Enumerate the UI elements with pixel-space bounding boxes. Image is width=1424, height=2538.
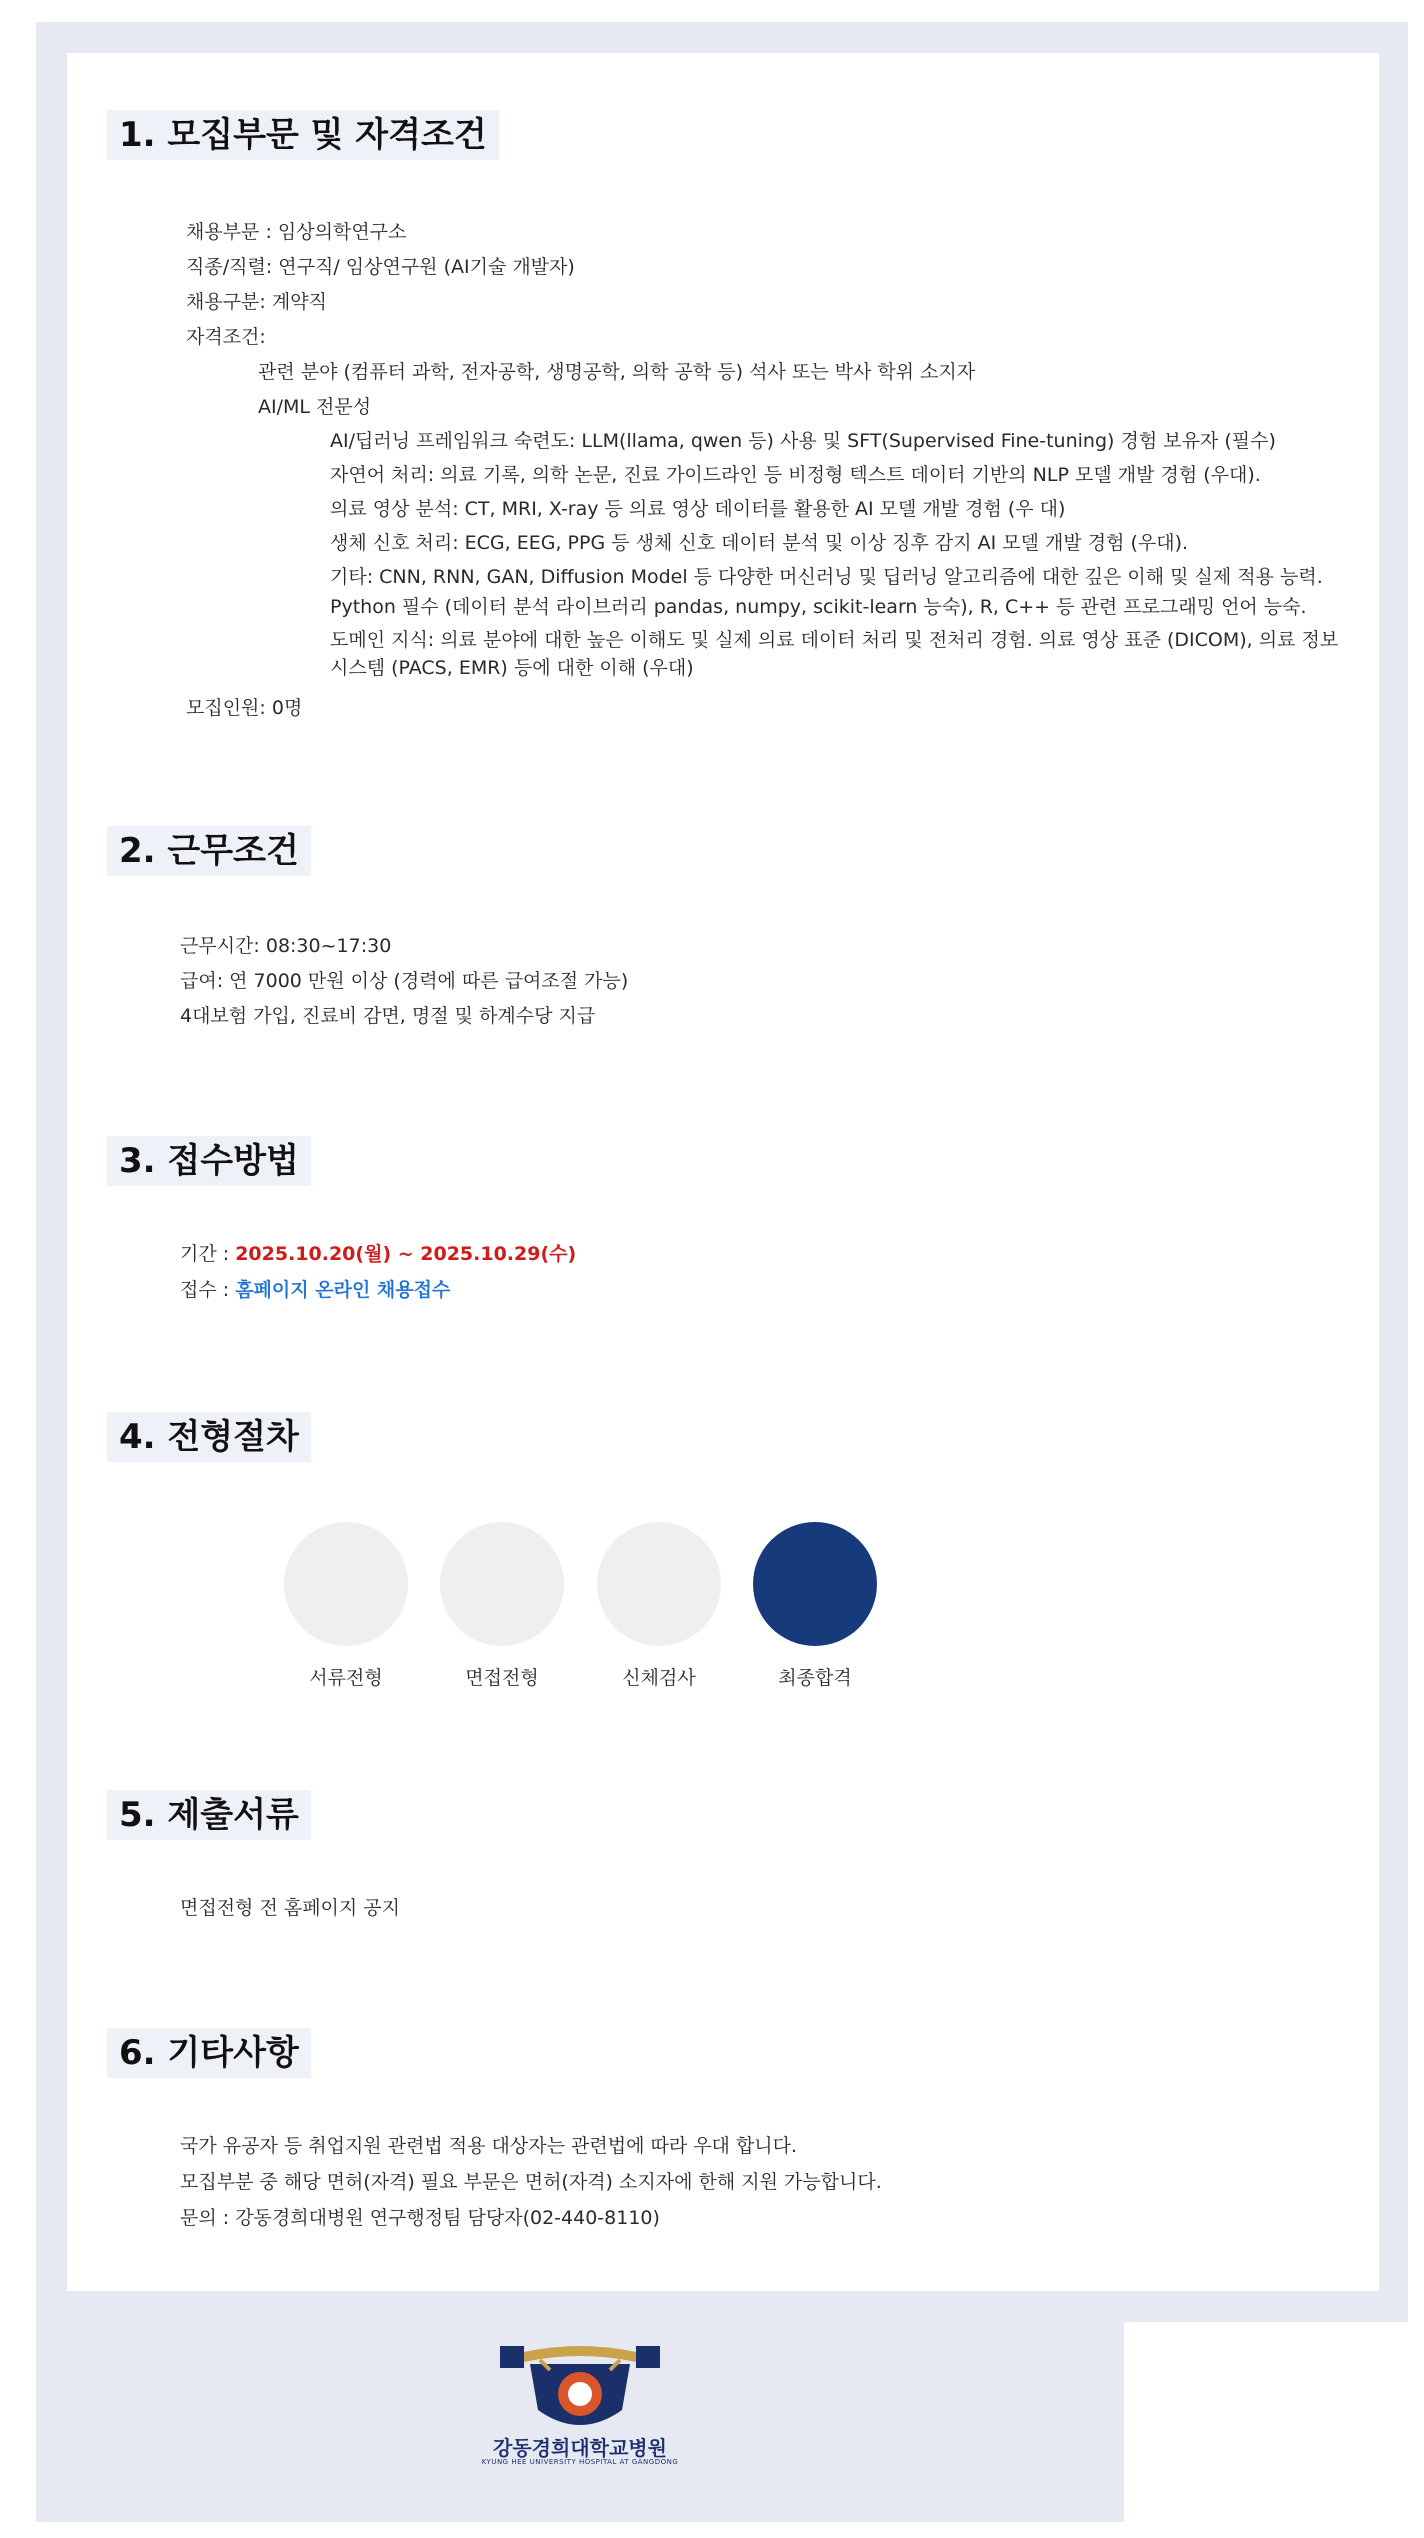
qual-aiml: AI/ML 전문성 <box>258 396 372 418</box>
hospital-logo-text: 강동경희대학교병원 <box>493 2436 667 2460</box>
qual-item: 기타: CNN, RNN, GAN, Diffusion Model 등 다양한 머신러닝 및 딥러닝 알고리즘에 대한 깊은 이해 및 실제 적용 능력. <box>330 566 1323 588</box>
hours-line: 근무시간: 08:30~17:30 <box>180 935 392 957</box>
type-line: 채용구분: 계약직 <box>186 291 327 313</box>
headcount-line: 모집인원: 0명 <box>186 697 303 719</box>
apply-line <box>180 1276 450 1304</box>
qual-item: 의료 영상 분석: CT, MRI, X-ray 등 의료 영상 데이터를 활용한 AI 모델 개발 경험 (우 대) <box>330 498 1066 520</box>
section-title-process: 4. 전형절차 <box>107 1412 311 1462</box>
step-label: 최종합격 <box>778 1667 852 1689</box>
benefits-line: 4대보험 가입, 진료비 감면, 명절 및 하계수당 지급 <box>180 1005 596 1027</box>
documents-line: 면접전형 전 홈페이지 공지 <box>180 1897 401 1919</box>
step-circle-interview <box>440 1522 564 1646</box>
etc-line: 모집부분 중 해당 면허(자격) 필요 부문은 면허(자격) 소지자에 한해 지원 가능합니다. <box>180 2171 882 2193</box>
qual-item: 자연어 처리: 의료 기록, 의학 논문, 진료 가이드라인 등 비정형 텍스트 데이터 기반의 NLP 모델 개발 경험 (우대). <box>330 464 1261 486</box>
step-label: 면접전형 <box>465 1667 539 1689</box>
section-title-conditions: 2. 근무조건 <box>107 826 311 876</box>
salary-line: 급여: 연 7000 만원 이상 (경력에 따른 급여조절 가능) <box>180 970 629 992</box>
apply-link[interactable]: 홈페이지 온라인 채용접수 <box>235 1279 451 1301</box>
frame-cutout <box>1124 2322 1424 2538</box>
etc-line: 국가 유공자 등 취업지원 관련법 적용 대상자는 관련법에 따라 우대 합니다. <box>180 2135 798 2157</box>
section-title-application: 3. 접수방법 <box>107 1136 311 1186</box>
period-value: 2025.10.20(월) ~ 2025.10.29(수) <box>235 1243 577 1265</box>
qual-item: 도메인 지식: 의료 분야에 대한 높은 이해도 및 실제 의료 데이터 처리 및 전처리 경험. 의료 영상 표준 (DICOM), 의료 정보 시스템 (PACS, EMR) 등에 대한 이해 (우대) <box>330 629 1339 679</box>
qual-label: 자격조건: <box>186 326 266 348</box>
qual-item: Python 필수 (데이터 분석 라이브러리 pandas, numpy, scikit-learn 능숙), R, C++ 등 관련 프로그래밍 언어 능숙. <box>330 596 1307 618</box>
step-circle-final <box>753 1522 877 1646</box>
section-title-documents: 5. 제출서류 <box>107 1790 311 1840</box>
step-label: 신체검사 <box>622 1667 696 1689</box>
apply-label: 접수 : <box>180 1279 236 1301</box>
section-title-recruitment: 1. 모집부문 및 자격조건 <box>107 110 499 160</box>
period-line <box>180 1240 576 1268</box>
qual-item: 생체 신호 처리: ECG, EEG, PPG 등 생체 신호 데이터 분석 및 이상 징후 감지 AI 모델 개발 경험 (우대). <box>330 532 1189 554</box>
period-label: 기간 : <box>180 1243 236 1265</box>
job-line: 직종/직렬: 연구직/ 임상연구원 (AI기술 개발자) <box>186 256 575 278</box>
step-circle-physical <box>597 1522 721 1646</box>
hospital-logo-subtext: KYUNG HEE UNIVERSITY HOSPITAL AT GANGDONG <box>481 2458 679 2466</box>
step-circle-document <box>284 1522 408 1646</box>
qual-degree: 관련 분야 (컴퓨터 과학, 전자공학, 생명공학, 의학 공학 등) 석사 또는 박사 학위 소지자 <box>258 361 976 383</box>
step-label: 서류전형 <box>309 1667 383 1689</box>
section-title-etc: 6. 기타사항 <box>107 2028 311 2078</box>
qual-item: AI/딥러닝 프레임워크 숙련도: LLM(llama, qwen 등) 사용 및 SFT(Supervised Fine-tuning) 경험 보유자 (필수) <box>330 430 1276 452</box>
dept-line: 채용부문 : 임상의학연구소 <box>186 221 407 243</box>
etc-line: 문의 : 강동경희대병원 연구행정팀 담당자(02-440-8110) <box>180 2207 660 2229</box>
